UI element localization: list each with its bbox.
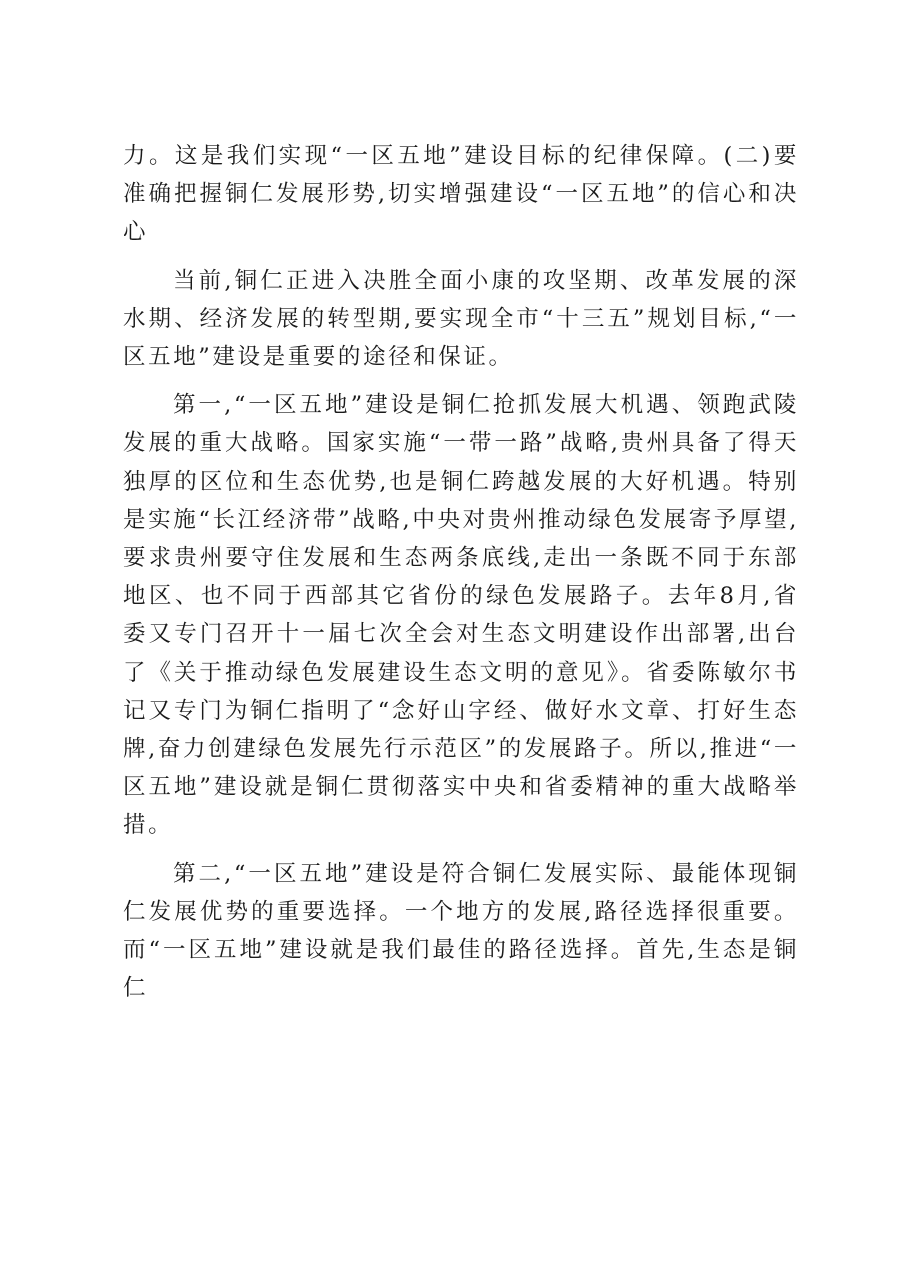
paragraph: 力。这是我们实现“一区五地”建设目标的纪律保障。(二)要准确把握铜仁发展形势,切实增强建设“一区五地”的信心和决心	[123, 143, 799, 246]
paragraph: 第一,“一区五地”建设是铜仁抢抓发展大机遇、领跑武陵发展的重大战略。国家实施“一带一路”战略,贵州具备了得天独厚的区位和生态优势,也是铜仁跨越发展的大好机遇。特别是实施“长江经济带”战略,中央对贵州推动绿色发展寄予厚望,要求贵州要守住发展和生态两条底线,走出一条既不同于东部地区、也不同于西部其它省份的绿色发展路子。去年8月,省委又专门召开十一届七次全会对生态文明建设作出部署,出台了《关于推动绿色发展建设生态文明的意见》。省委陈敏尔书记又专门为铜仁指明了“念好山字经、做好水文章、打好生态牌,奋力创建绿色发展先行示范区”的发展路子。所以,推进“一区五地”建设就是铜仁贯彻落实中央和省委精神的重大战略举措。	[123, 392, 799, 839]
paragraph: 第二,“一区五地”建设是符合铜仁发展实际、最能体现铜仁发展优势的重要选择。一个地方的发展,路径选择很重要。而“一区五地”建设就是我们最佳的路径选择。首先,生态是铜仁	[123, 860, 799, 1002]
paragraph: 当前,铜仁正进入决胜全面小康的攻坚期、改革发展的深水期、经济发展的转型期,要实现全市“十三五”规划目标,“一区五地”建设是重要的途径和保证。	[123, 267, 799, 371]
document-body	[123, 137, 799, 1007]
